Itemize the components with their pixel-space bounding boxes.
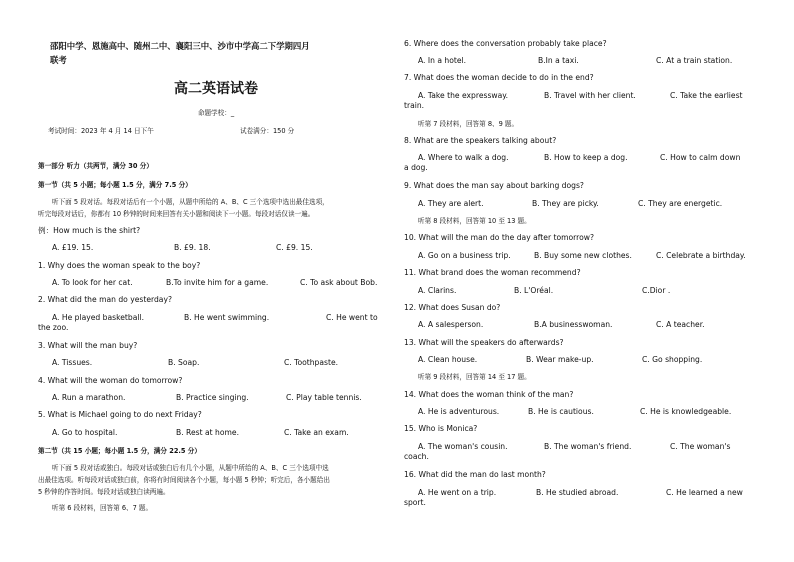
q7-option-a: A. Take the expressway.	[418, 91, 509, 100]
q7-option-b: B. Travel with her client.	[544, 91, 636, 100]
dialogue-7-note: 听第 7 段材料，回答第 8、9 题。	[418, 120, 519, 128]
q7-option-c-cont: train.	[404, 101, 425, 110]
q14-option-b: B. He is cautious.	[528, 407, 594, 416]
q16-option-c-cont: sport.	[404, 498, 426, 507]
q15-option-c-cont: coach.	[404, 452, 429, 461]
q1-option-b: B.To invite him for a game.	[166, 278, 269, 287]
q15-option-b: B. The woman's friend.	[544, 442, 632, 451]
q12-option-a: A. A salesperson.	[418, 320, 484, 329]
q3-option-a: A. Tissues.	[52, 358, 93, 367]
q5-option-a: A. Go to hospital.	[52, 428, 118, 437]
q7-option-c: C. Take the earliest	[670, 91, 743, 100]
page-title: 高二英语试卷	[174, 81, 258, 97]
q2-option-a: A. He played basketball.	[52, 313, 144, 322]
question-4: 4. What will the woman do tomorrow?	[38, 376, 183, 385]
q11-option-b: B. L'Oréal.	[514, 286, 554, 295]
q5-option-b: B. Rest at home.	[176, 428, 239, 437]
question-6: 6. Where does the conversation probably take place?	[404, 39, 607, 48]
joint-exam-label: 联考	[50, 55, 67, 65]
section2-heading: 第二节（共 15 小题；每小题 1.5 分，满分 22.5 分）	[38, 447, 201, 455]
q9-option-c: C. They are energetic.	[638, 199, 723, 208]
q4-option-a: A. Run a marathon.	[52, 393, 126, 402]
dialogue-9-note: 听第 9 段材料，回答第 14 至 17 题。	[418, 373, 531, 381]
question-3: 3. What will the man buy?	[38, 341, 138, 350]
q14-option-c: C. He is knowledgeable.	[640, 407, 732, 416]
q14-option-a: A. He is adventurous.	[418, 407, 500, 416]
question-1: 1. Why does the woman speak to the boy?	[38, 261, 201, 270]
q1-option-c: C. To ask about Bob.	[300, 278, 378, 287]
q16-option-b: B. He studied abroad.	[536, 488, 619, 497]
q6-option-b: B.In a taxi.	[538, 56, 579, 65]
example-option-b: B. £9. 18.	[174, 243, 211, 252]
example-option-c: C. £9. 15.	[276, 243, 313, 252]
question-12: 12. What does Susan do?	[404, 303, 501, 312]
question-10: 10. What will the man do the day after tomorrow?	[404, 233, 594, 242]
q5-option-c: C. Take an exam.	[284, 428, 349, 437]
example-option-a: A. £19. 15.	[52, 243, 94, 252]
left-column	[38, 0, 394, 562]
question-8: 8. What are the speakers talking about?	[404, 136, 557, 145]
q1-option-a: A. To look for her cat.	[52, 278, 133, 287]
section2-instruction-cont2: 5 秒钟的作答时间。每段对话或独白读两遍。	[38, 488, 170, 496]
question-13: 13. What will the speakers do afterwards?	[404, 338, 564, 347]
q4-option-b: B. Practice singing.	[176, 393, 249, 402]
q10-option-b: B. Buy some new clothes.	[534, 251, 632, 260]
dialogue-6-note: 听第 6 段材料，回答第 6、7 题。	[52, 504, 153, 512]
section1-instruction-cont: 听完每段对话后，你都有 10 秒钟的时间来回答有关小题和阅读下一小题。每段对话仅读一遍。	[38, 210, 315, 218]
q6-option-a: A. In a hotel.	[418, 56, 467, 65]
section2-instruction: 听下面 5 段对话或独白。每段对话或独白后有几个小题，从题中所给的 A、B、C 三个选项中选	[52, 464, 329, 472]
q12-option-b: B.A businesswoman.	[534, 320, 613, 329]
q15-option-c: C. The woman's	[670, 442, 731, 451]
q10-option-a: A. Go on a business trip.	[418, 251, 511, 260]
right-column	[404, 0, 758, 562]
q13-option-a: A. Clean house.	[418, 355, 478, 364]
q6-option-c: C. At a train station.	[656, 56, 733, 65]
q11-option-a: A. Clarins.	[418, 286, 457, 295]
section1-instruction: 听下面 5 段对话。每段对话后有一个小题，从题中所给的 A、B、C 三个选项中选出最佳选项，	[52, 198, 329, 206]
q3-option-c: C. Toothpaste.	[284, 358, 339, 367]
question-14: 14. What does the woman think of the man?	[404, 390, 574, 399]
q2-option-b: B. He went swimming.	[184, 313, 270, 322]
question-11: 11. What brand does the woman recommend?	[404, 268, 581, 277]
dialogue-8-note: 听第 8 段材料，回答第 10 至 13 题。	[418, 217, 531, 225]
question-15: 15. Who is Monica?	[404, 424, 478, 433]
section2-instruction-cont: 出最佳选项。听每段对话或独白前，你将有时间阅读各个小题，每小题 5 秒钟；听完后，各小题给出	[38, 476, 330, 484]
question-2: 2. What did the man do yesterday?	[38, 295, 172, 304]
q16-option-c: C. He learned a new	[666, 488, 743, 497]
question-7: 7. What does the woman decide to do in the end?	[404, 73, 594, 82]
question-9: 9. What does the man say about barking dogs?	[404, 181, 584, 190]
question-16: 16. What did the man do last month?	[404, 470, 546, 479]
part1-heading: 第一部分 听力（共两节，满分 30 分）	[38, 162, 153, 170]
section1-heading: 第一节（共 5 小题；每小题 1.5 分，满分 7.5 分）	[38, 181, 192, 189]
example-question: 例：How much is the shirt?	[38, 226, 141, 235]
schools-line: 邵阳中学、恩施高中、随州二中、襄阳三中、沙市中学高二下学期四月	[50, 41, 310, 51]
q10-option-c: C. Celebrate a birthday.	[656, 251, 746, 260]
proposer-line: 命题学校：_	[197, 109, 235, 117]
q8-option-c-cont: a dog.	[404, 163, 428, 172]
q8-option-a: A. Where to walk a dog.	[418, 153, 509, 162]
q9-option-a: A. They are alert.	[418, 199, 484, 208]
q2-option-c: C. He went to	[326, 313, 378, 322]
q16-option-a: A. He went on a trip.	[418, 488, 497, 497]
q4-option-c: C. Play table tennis.	[286, 393, 362, 402]
q9-option-b: B. They are picky.	[532, 199, 599, 208]
q11-option-c: C.Dior .	[642, 286, 671, 295]
q3-option-b: B. Soap.	[168, 358, 200, 367]
q15-option-a: A. The woman's cousin.	[418, 442, 508, 451]
q13-option-c: C. Go shopping.	[642, 355, 703, 364]
q8-option-c: C. How to calm down	[660, 153, 741, 162]
question-5: 5. What is Michael going to do next Friday?	[38, 410, 202, 419]
q2-option-c-cont: the zoo.	[38, 323, 69, 332]
full-score: 试卷满分：150 分	[240, 127, 295, 135]
q8-option-b: B. How to keep a dog.	[544, 153, 628, 162]
exam-time: 考试时间：2023 年 4 月 14 日下午	[48, 127, 154, 135]
q12-option-c: C. A teacher.	[656, 320, 705, 329]
q13-option-b: B. Wear make-up.	[526, 355, 594, 364]
